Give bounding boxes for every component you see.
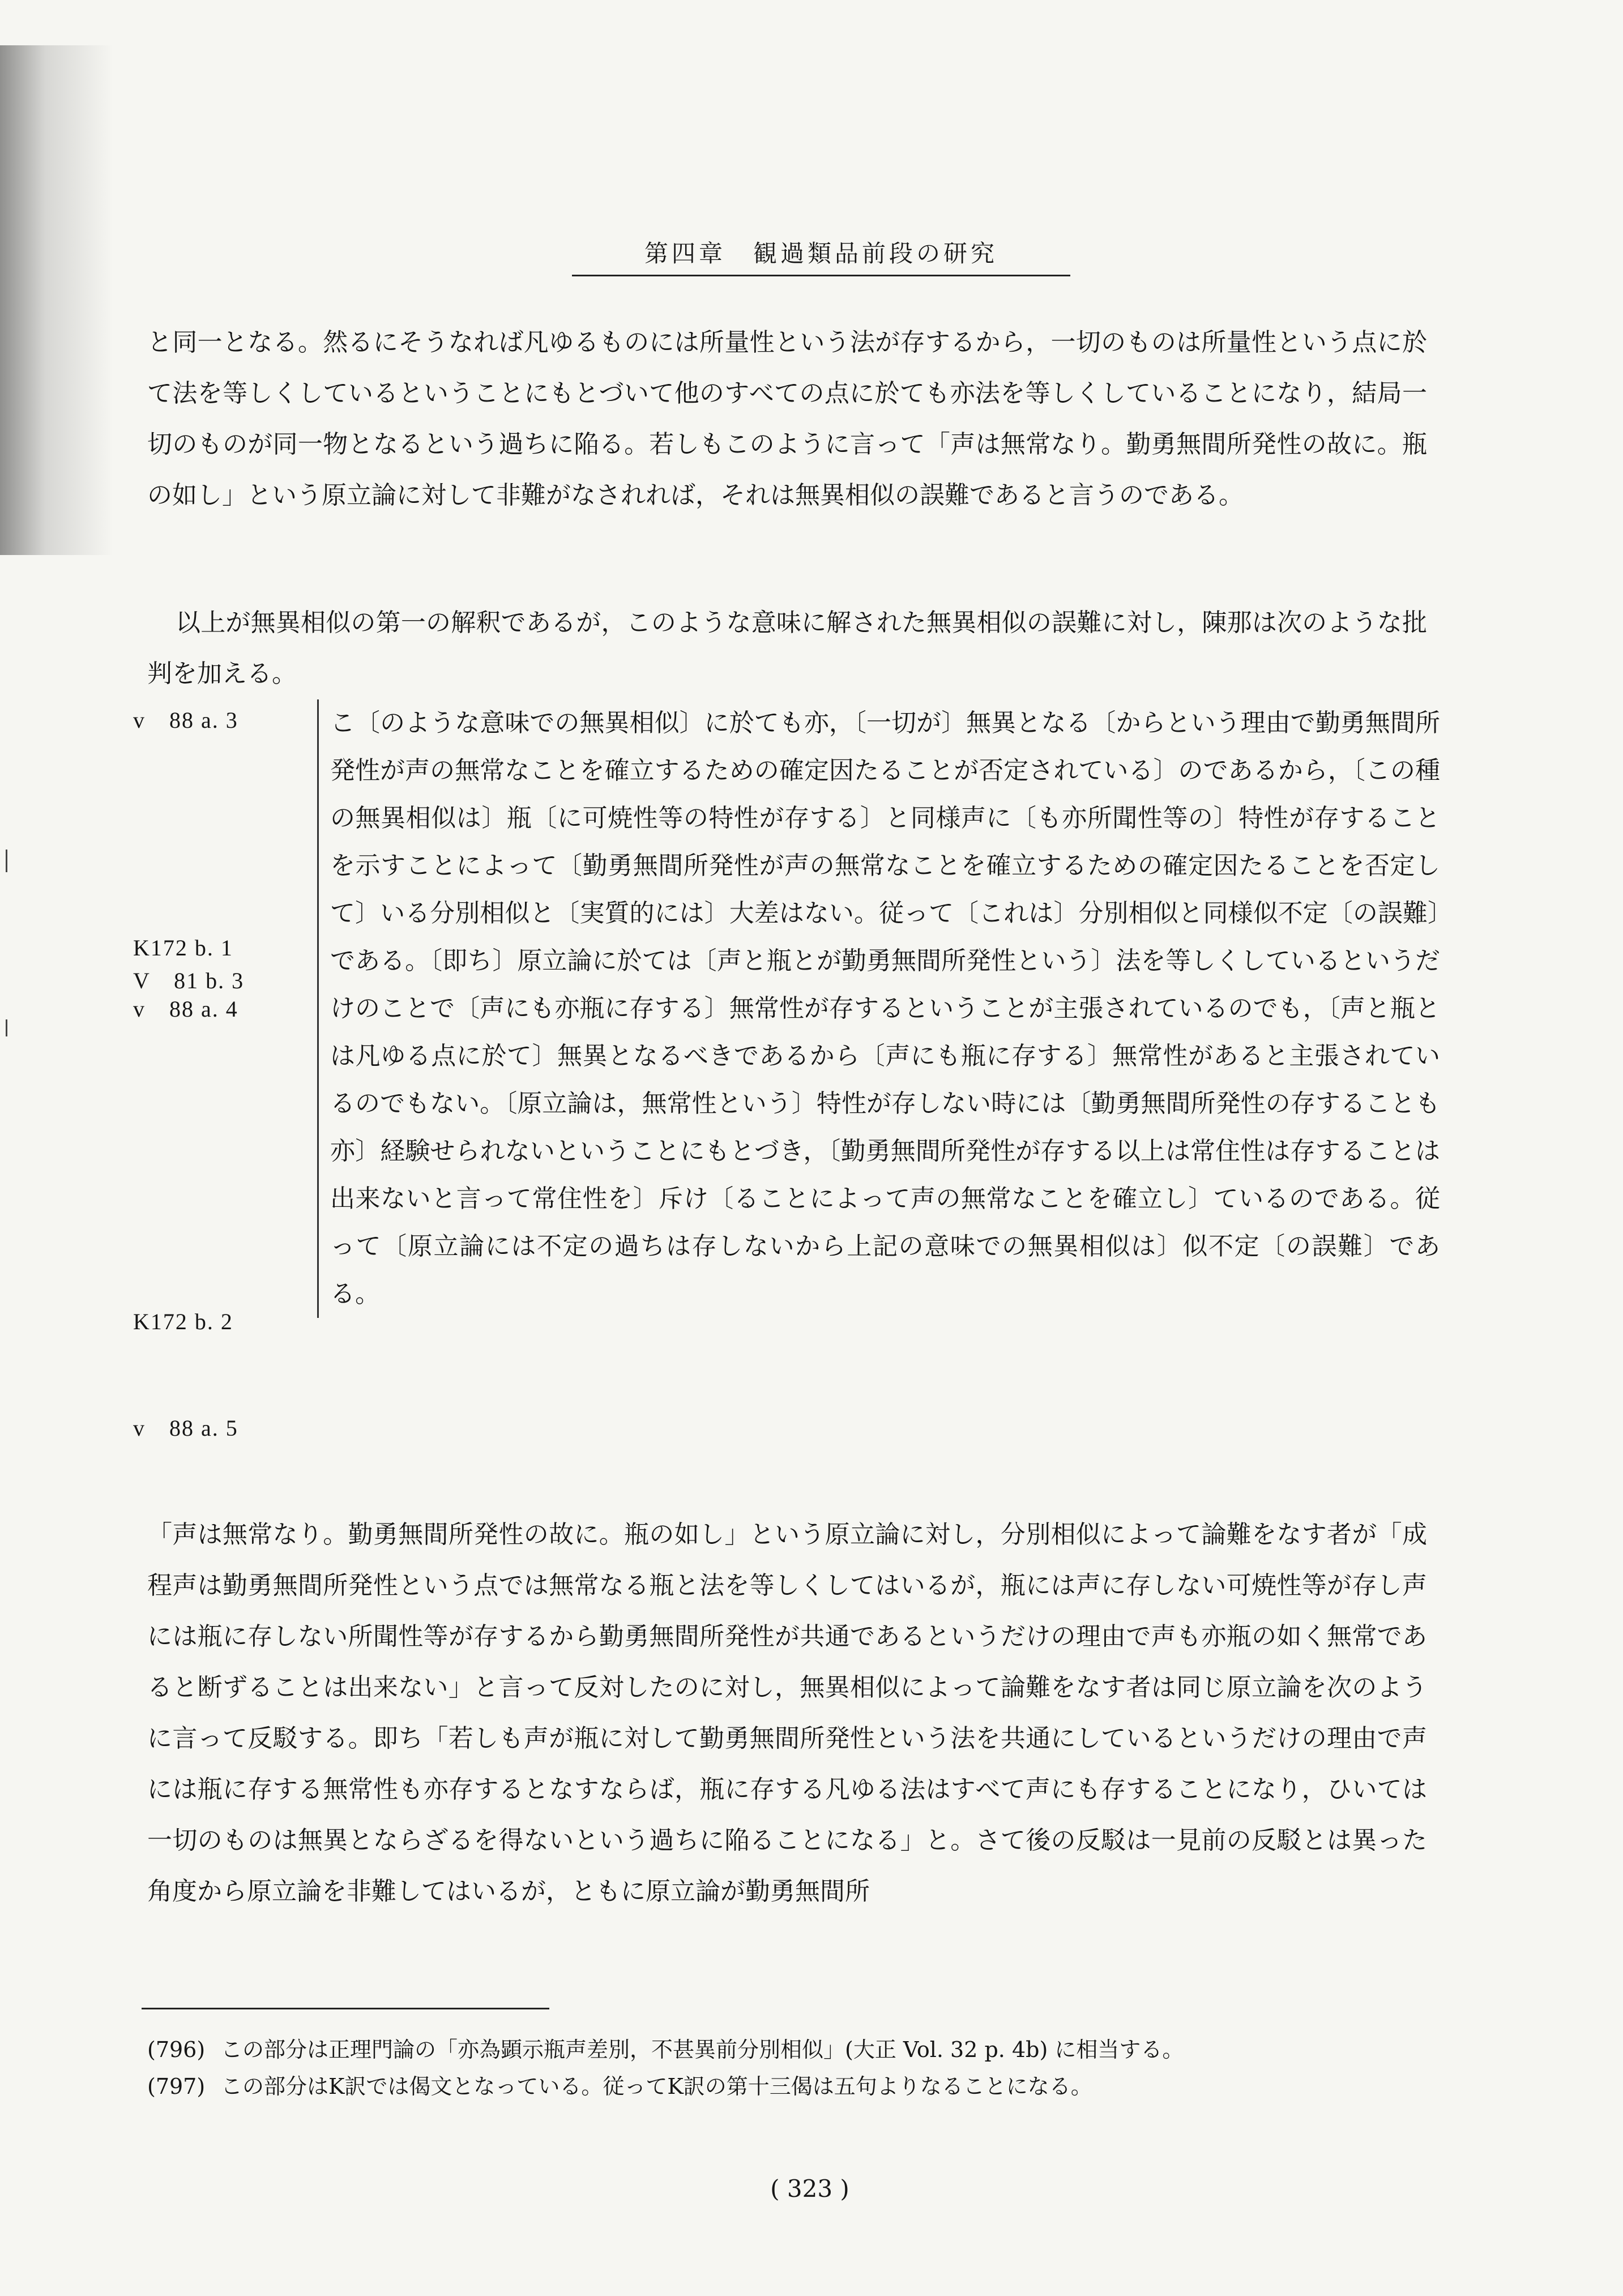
scan-shadow: [0, 45, 113, 555]
footnote-797: [147, 2070, 1450, 2103]
margin-reference: v 88 a. 3: [133, 707, 238, 733]
paragraph-2: 以上が無異相似の第一の解釈であるが，このような意味に解された無異相似の誤難に対し，陳那は次のような批判を加える。: [147, 608, 1427, 688]
margin-reference: K172 b. 1: [133, 935, 233, 961]
footnote-number: (797): [147, 2074, 206, 2099]
paragraph-1: と同一となる。然るにそうなれば凡ゆるものには所量性という法が存するから，一切のものは所量性という点に於て法を等しくしているということにもとづいて他のすべての点に於ても亦法を等しくしていることになり，結局一切のものが同一物となるという過ちに陥る。若しもこのように言って「声は無常なり。勤勇無間所発性の故に。瓶の如し」という原立論に対して非難がなされれば，それは無異相似の誤難であると言うのである。: [147, 328, 1427, 510]
chapter-header: 第四章 観過類品前段の研究: [572, 235, 1070, 276]
footnote-divider: [142, 2008, 549, 2009]
scan-mark: [6, 1019, 7, 1036]
margin-reference: v 88 a. 5: [133, 1415, 238, 1441]
footnote-text: この部分はK訳では偈文となっている。従ってK訳の第十三偈は五句よりなることになる。: [221, 2074, 1092, 2099]
margin-reference: K172 b. 2: [133, 1309, 233, 1334]
footnote-number: (796): [147, 2037, 206, 2062]
quoted-passage: こ〔のような意味での無異相似〕に於ても亦，〔一切が〕無異となる〔からという理由で勤勇無間所発性が声の無常なことを確立するための確定因たることが否定されている〕のであるから，〔この種の無異相似は〕瓶〔に可焼性等の特性が存する〕と同様声に〔も亦所聞性等の〕特性が存することを示すことによって〔勤勇無間所発性が声の無常なことを確立するための確定因たることを否定して〕いる分別相似と〔実質的には〕大差はない。従って〔これは〕分別相似と同様似不定〔の誤難〕である。〔即ち〕原立論に於ては〔声と瓶とが勤勇無間所発性という〕法を等しくしているというだけのことで〔声にも亦瓶に存する〕無常性が存するということが主張されているのでも，〔声と瓶とは凡ゆる点に於て〕無異となるべきであるから〔声にも瓶に存する〕無常性があると主張されているのでもない。〔原立論は，無常性という〕特性が存しない時には〔勤勇無間所発性の存することも亦〕経験せられないということにもとづき，〔勤勇無間所発性が存する以上は常住性は存することは出来ないと言って常住性を〕斥け〔ることによって声の無常なことを確立し〕ているのである。従って〔原立論には不定の過ちは存しないから上記の意味での無異相似は〕似不定〔の誤難〕である。: [317, 699, 1440, 1318]
footnote-796: [147, 2033, 1450, 2066]
footnote-text: この部分は正理門論の「亦為顕示瓶声差別，不甚異前分別相似」(大正 Vol. 32 p. 4b) に相当する。: [221, 2037, 1184, 2062]
margin-reference: V 81 b. 3: [133, 968, 245, 993]
paragraph-3: 「声は無常なり。勤勇無間所発性の故に。瓶の如し」という原立論に対し，分別相似によって論難をなす者が「成程声は勤勇無間所発性という点では無常なる瓶と法を等しくしてはいるが，瓶には声に存しない可焼性等が存し声には瓶に存しない所聞性等が存するから勤勇無間所発性が共通であるというだけの理由で声も亦瓶の如く無常であると断ずることは出来ない」と言って反対したのに対し，無異相似によって論難をなす者は同じ原立論を次のように言って反駁する。即ち「若しも声が瓶に対して勤勇無間所発性という法を共通にしているというだけの理由で声には瓶に存する無常性も亦存するとなすならば，瓶に存する凡ゆる法はすべて声にも存することになり，ひいては一切のものは無異とならざるを得ないという過ちに陥ることになる」と。さて後の反駁は一見前の反駁とは異った角度から原立論を非難してはいるが，ともに原立論が勤勇無間所: [147, 1520, 1427, 1906]
page-number: ( 323 ): [770, 2175, 849, 2203]
scan-mark: [6, 850, 7, 872]
margin-reference: v 88 a. 4: [133, 996, 238, 1022]
